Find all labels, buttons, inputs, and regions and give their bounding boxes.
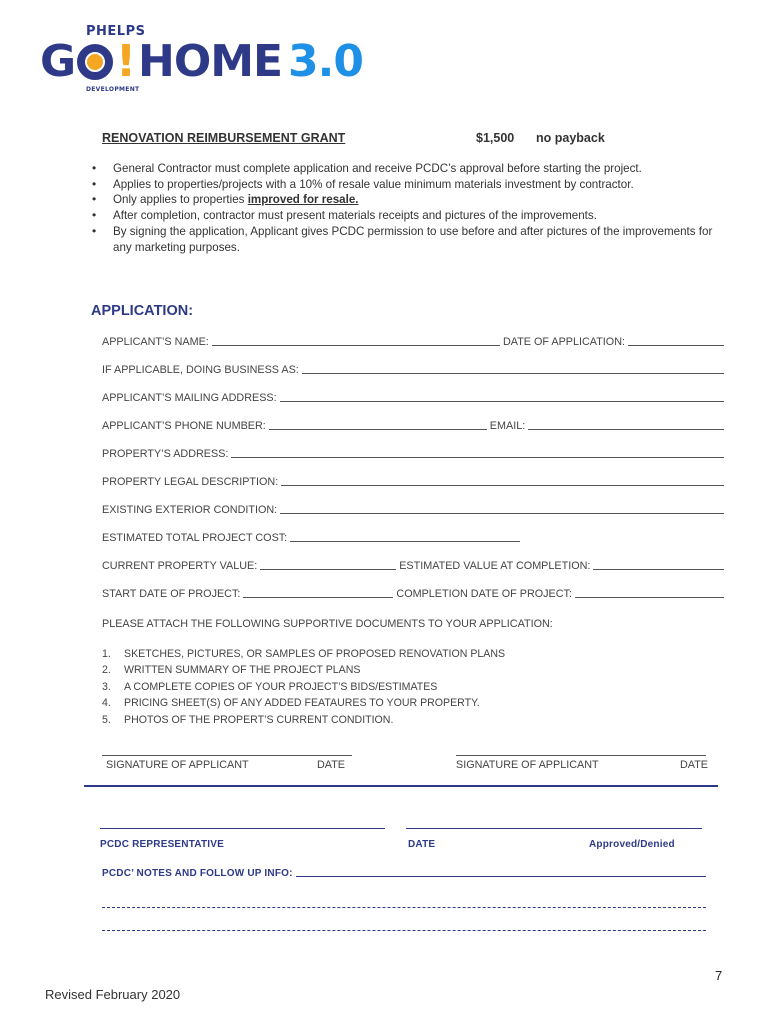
logo-top-text: PHELPS	[86, 24, 146, 39]
pcdc-date-line[interactable]	[406, 828, 702, 829]
grant-payback: no payback	[536, 131, 605, 145]
property-address-row	[102, 448, 724, 460]
document-text: PHOTOS OF THE PROPERT’S CURRENT CONDITION.	[124, 713, 394, 726]
completion-date-label: COMPLETION DATE OF PROJECT:	[396, 588, 572, 600]
document-item	[102, 662, 505, 678]
applicant-name-label: APPLICANT’S NAME:	[102, 336, 209, 348]
pcdc-representative-label: PCDC REPRESENTATIVE	[100, 839, 225, 850]
start-date-field[interactable]	[243, 588, 393, 598]
document-text: A COMPLETE COPIES OF YOUR PROJECT’S BIDS/ESTIMATES	[124, 680, 438, 693]
value-at-completion-field[interactable]	[593, 560, 724, 570]
document-text: WRITTEN SUMMARY OF THE PROJECT PLANS	[124, 664, 361, 677]
requirement-text: After completion, contractor must present materials receipts and pictures of the improvements.	[113, 209, 597, 223]
document-item	[102, 712, 505, 728]
requirement-text: By signing the application, Applicant gives PCDC permission to use before and after pictures of the improvements for any marketing purposes.	[113, 224, 713, 254]
logo-o-dot-icon	[87, 54, 103, 70]
pcdc-date-label: DATE	[408, 839, 436, 850]
signature-date-label-1: DATE	[317, 759, 345, 771]
dba-row	[102, 364, 724, 376]
logo-home: HOME	[138, 36, 283, 87]
documents-list	[102, 646, 505, 728]
email-field[interactable]	[528, 420, 724, 430]
grant-title: RENOVATION REIMBURSEMENT GRANT	[102, 131, 346, 145]
signature-label-1: SIGNATURE OF APPLICANT	[106, 759, 249, 771]
exterior-condition-label: EXISTING EXTERIOR CONDITION:	[102, 504, 278, 516]
phone-label: APPLICANT’S PHONE NUMBER:	[102, 420, 266, 432]
current-value-label: CURRENT PROPERTY VALUE:	[102, 560, 258, 572]
logo-version: 3.0	[288, 36, 363, 87]
pcdc-representative-line[interactable]	[100, 828, 385, 829]
pcdc-notes-line[interactable]	[102, 907, 706, 908]
document-item	[102, 646, 505, 662]
mailing-address-row	[102, 392, 724, 404]
pcdc-notes-field[interactable]	[296, 876, 706, 877]
date-of-application-label: DATE OF APPLICATION:	[503, 336, 625, 348]
date-of-application-field[interactable]	[628, 336, 724, 346]
section-divider	[84, 785, 718, 787]
legal-description-field[interactable]	[281, 476, 724, 486]
requirement-text: Only applies to properties	[113, 193, 248, 207]
exterior-condition-field[interactable]	[280, 504, 724, 514]
document-number: 2.	[102, 664, 111, 677]
requirement-item	[92, 161, 722, 177]
requirements-list	[92, 161, 722, 255]
mailing-address-field[interactable]	[280, 392, 724, 402]
document-item	[102, 695, 505, 711]
property-address-field[interactable]	[231, 448, 724, 458]
mailing-address-label: APPLICANT’S MAILING ADDRESS:	[102, 392, 277, 404]
logo-bang: !	[116, 36, 136, 87]
revision-note: Revised February 2020	[45, 987, 181, 1002]
pcdc-status-label: Approved/Denied	[589, 839, 675, 850]
documents-intro: PLEASE ATTACH THE FOLLOWING SUPPORTIVE DOCUMENTS TO YOUR APPLICATION:	[102, 618, 553, 630]
requirement-item	[92, 177, 722, 193]
requirement-item	[92, 224, 722, 255]
phone-field[interactable]	[269, 420, 487, 430]
document-text: PRICING SHEET(S) OF ANY ADDED FEATAURES TO YOUR PROPERTY.	[124, 697, 480, 710]
pcdc-notes-row	[102, 868, 706, 879]
property-address-label: PROPERTY’S ADDRESS:	[102, 448, 229, 460]
values-row	[102, 560, 724, 572]
pcdc-notes-line[interactable]	[102, 930, 706, 931]
document-number: 5.	[102, 713, 111, 726]
applicant-name-row	[102, 336, 724, 348]
applicant-name-field[interactable]	[212, 336, 500, 346]
logo	[40, 20, 380, 100]
application-heading: APPLICATION:	[91, 303, 194, 319]
requirement-text: General Contractor must complete application and receive PCDC’s approval before starting the project.	[113, 162, 642, 175]
document-number: 3.	[102, 680, 111, 693]
dba-label: IF APPLICABLE, DOING BUSINESS AS:	[102, 364, 299, 376]
total-cost-row	[102, 532, 724, 544]
legal-description-label: PROPERTY LEGAL DESCRIPTION:	[102, 476, 279, 488]
signature-date-label-2: DATE	[680, 759, 708, 771]
requirement-highlight: improved for resale.	[247, 193, 359, 207]
signature-label-2: SIGNATURE OF APPLICANT	[456, 759, 599, 771]
total-cost-field[interactable]	[290, 532, 520, 542]
pcdc-notes-label: PCDC’ NOTES AND FOLLOW UP INFO:	[102, 868, 293, 879]
requirement-item	[92, 192, 722, 208]
document-text: SKETCHES, PICTURES, OR SAMPLES OF PROPOSED RENOVATION PLANS	[124, 648, 506, 660]
dates-row	[102, 588, 724, 600]
document-number: 1.	[102, 648, 111, 660]
dba-field[interactable]	[302, 364, 724, 374]
requirement-text: Applies to properties/projects with a 10% of resale value minimum materials investment by contractor.	[113, 177, 634, 191]
value-at-completion-label: ESTIMATED VALUE AT COMPLETION:	[399, 560, 591, 572]
document-item	[102, 679, 505, 695]
start-date-label: START DATE OF PROJECT:	[102, 588, 241, 600]
signature-line-1[interactable]	[102, 755, 352, 756]
grant-amount: $1,500	[476, 131, 515, 145]
total-cost-label: ESTIMATED TOTAL PROJECT COST:	[102, 532, 288, 544]
document-number: 4.	[102, 697, 111, 710]
completion-date-field[interactable]	[575, 588, 724, 598]
logo-bottom-text: DEVELOPMENT	[86, 86, 140, 93]
exterior-condition-row	[102, 504, 724, 516]
current-value-field[interactable]	[260, 560, 396, 570]
legal-description-row	[102, 476, 724, 488]
requirement-item	[92, 208, 722, 224]
phone-email-row	[102, 420, 724, 432]
signature-line-2[interactable]	[456, 755, 706, 756]
page-number: 7	[715, 968, 723, 983]
email-label: EMAIL:	[489, 420, 526, 432]
logo-g: G	[40, 36, 76, 87]
